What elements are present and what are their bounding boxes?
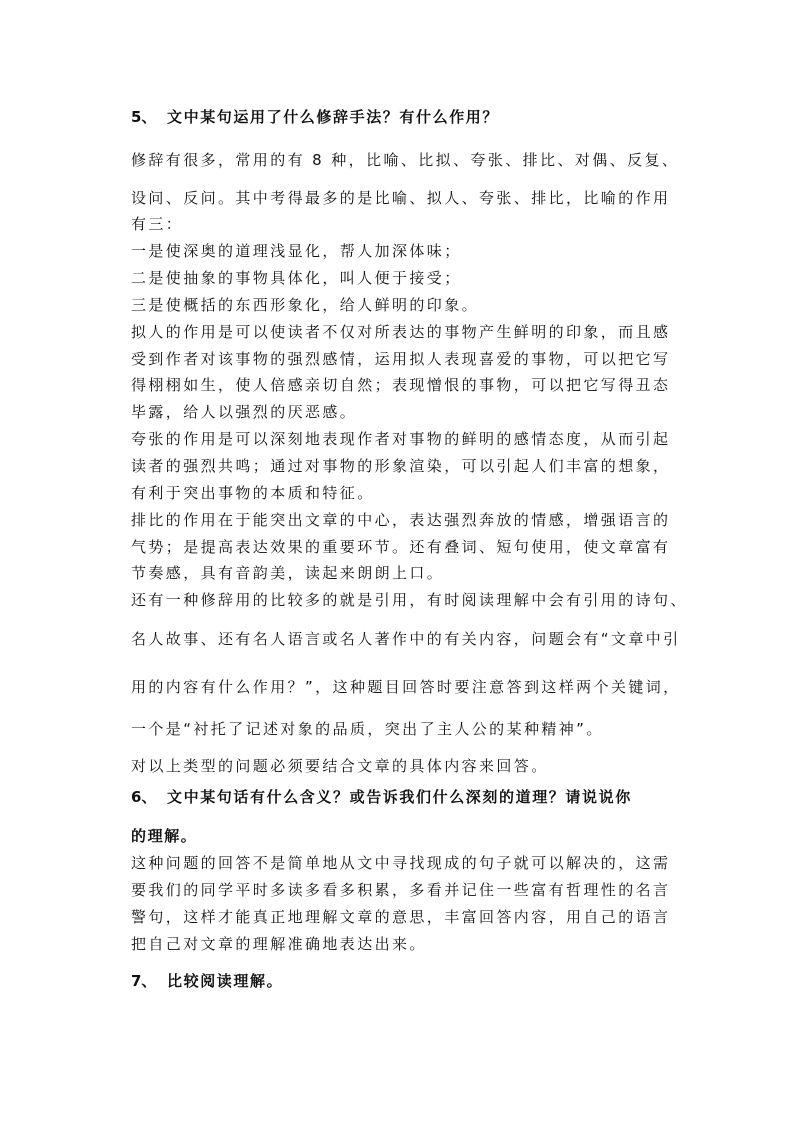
text-line: 排比的作用在于能突出文章的中心，表达强烈奔放的情感，增强语言的	[131, 511, 671, 529]
text-line: 一是使深奥的道理浅显化，帮人加深体味；	[131, 242, 462, 260]
text-line: 节奏感，具有音韵美，读起来朗朗上口。	[131, 564, 445, 582]
text-line: 有三：	[131, 215, 184, 233]
text-line: 夸张的作用是可以深刻地表现作者对事物的鲜明的感情态度，从而引起	[131, 430, 671, 448]
text-line: 把自己对文章的理解准确地表达出来。	[131, 935, 427, 953]
text-line: 二是使抽象的事物具体化，叫人便于接受；	[131, 269, 462, 287]
text-line: 得栩栩如生，使人倍感亲切自然；表现憎恨的事物，可以把它写得丑态	[131, 376, 671, 394]
text-line: 要我们的同学平时多读多看多积累，多看并记住一些富有哲理性的名言	[131, 881, 671, 899]
heading-5-number: 5、	[131, 108, 157, 126]
text-line: 拟人的作用是可以使读者不仅对所表达的事物产生鲜明的印象，而且感	[131, 323, 671, 341]
text-line: 用的内容有什么作用？”，这种题目回答时要注意答到这样两个关键词，	[131, 678, 681, 696]
text-line: 这种问题的回答不是简单地从文中寻找现成的句子就可以解决的，这需	[131, 854, 671, 872]
text-line: 一个是“衬托了记述对象的品质，突出了主人公的某种精神”。	[131, 720, 604, 738]
text-line: 对以上类型的问题必须要结合文章的具体内容来回答。	[131, 757, 549, 775]
heading-6-text: 文中某句话有什么含义？或告诉我们什么深刻的道理？请说说你	[167, 788, 632, 806]
text-line: 警句，这样才能真正地理解文章的意思，丰富回答内容，用自己的语言	[131, 908, 671, 926]
text-line: 毕露，给人以强烈的厌恶感。	[131, 403, 358, 421]
heading-7	[131, 971, 283, 991]
text-line: 气势；是提高表达效果的重要环节。还有叠词、短句使用，使文章富有	[131, 538, 671, 556]
heading-7-text: 比较阅读理解。	[167, 972, 284, 990]
heading-6-number: 6、	[131, 788, 157, 806]
heading-5	[131, 107, 499, 127]
heading-5-text: 文中某句运用了什么修辞手法？有什么作用？	[167, 108, 500, 126]
text-line: 有利于突出事物的本质和特征。	[131, 484, 375, 502]
text-line: 读者的强烈共鸣；通过对事物的形象渲染，可以引起人们丰富的想象，	[131, 457, 671, 475]
text-line: 修辞有很多，常用的有 8 种，比喻、比拟、夸张、排比、对偶、反复、	[131, 151, 680, 169]
text-line: 受到作者对该事物的强烈感情，运用拟人表现喜爱的事物，可以把它写	[131, 350, 671, 368]
text-line: 三是使概括的东西形象化，给人鲜明的印象。	[131, 296, 480, 314]
text-line: 设问、反问。其中考得最多的是比喻、拟人、夸张、排比，比喻的作用	[131, 189, 671, 207]
heading-7-number: 7、	[131, 972, 157, 990]
text-line: 名人故事、还有名人语言或名人著作中的有关内容，问题会有“文章中引	[131, 630, 681, 648]
text-line: 还有一种修辞用的比较多的就是引用，有时阅读理解中会有引用的诗句、	[131, 591, 688, 609]
heading-6	[131, 787, 632, 807]
heading-6-continuation: 的理解。	[131, 827, 198, 845]
